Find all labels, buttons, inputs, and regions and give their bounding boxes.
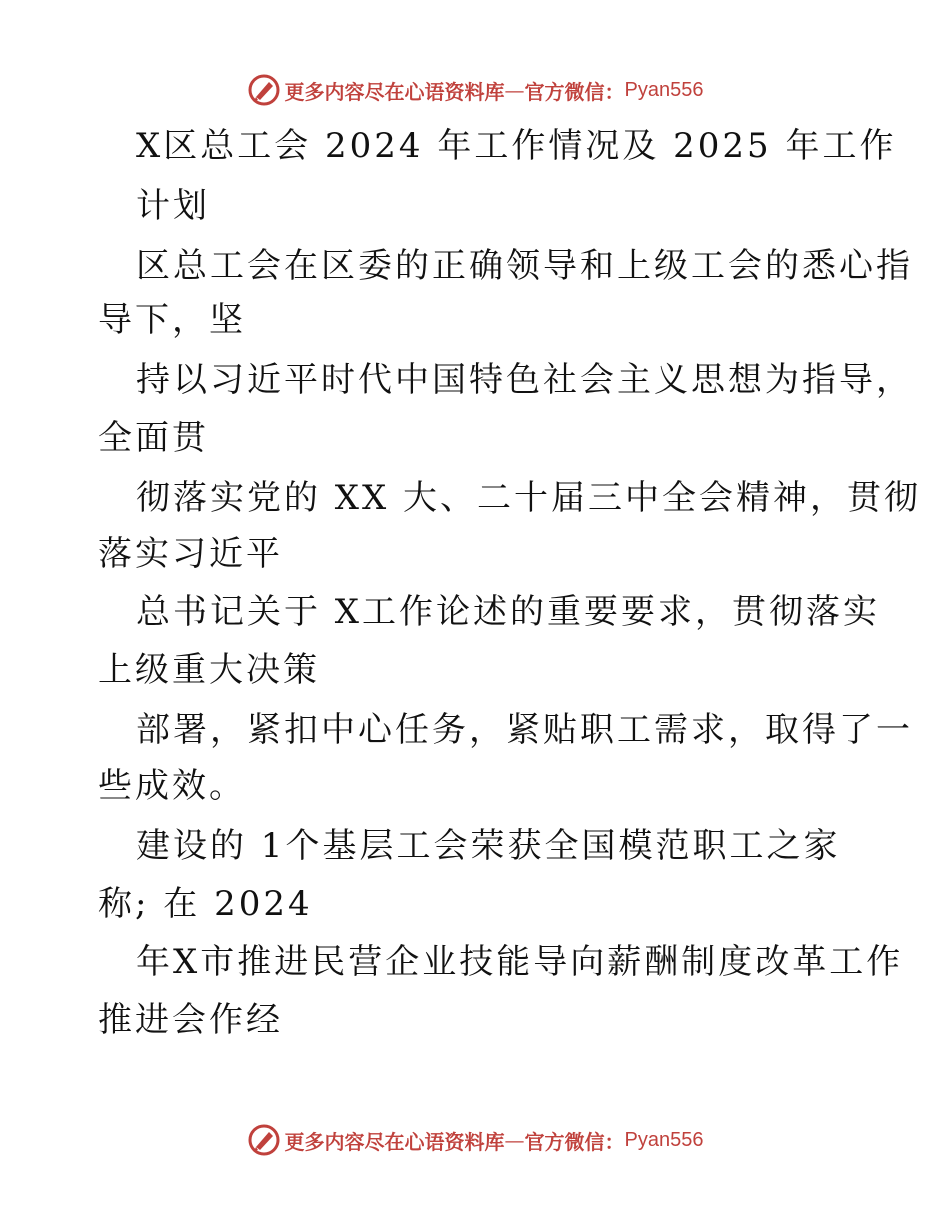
watermark-dash: — bbox=[504, 78, 525, 102]
paragraph-line: 持以习近平时代中国特色社会主义思想为指导， bbox=[136, 360, 913, 400]
watermark-dash: — bbox=[504, 1128, 525, 1152]
watermark-handle: Pyan556 bbox=[624, 78, 704, 101]
paragraph-line: 称; 在 2024 bbox=[98, 884, 313, 924]
watermark-footer bbox=[0, 1120, 950, 1160]
watermark-label: 官方微信： bbox=[524, 1131, 625, 1154]
paragraph-line: 彻落实党的 XX 大、二十届三中全会精神，贯彻 bbox=[136, 478, 922, 518]
watermark-handle: Pyan556 bbox=[624, 1128, 704, 1151]
paragraph-line: 导下，坚 bbox=[98, 300, 246, 340]
pen-seal-icon bbox=[247, 73, 281, 107]
watermark-text: 更多内容尽在心语资料库 bbox=[284, 1131, 505, 1154]
watermark-text: 更多内容尽在心语资料库 bbox=[284, 81, 505, 104]
pen-seal-icon bbox=[247, 1123, 281, 1157]
paragraph-line: 总书记关于 X工作论述的重要要求，贯彻落实 bbox=[136, 592, 881, 632]
watermark-label: 官方微信： bbox=[524, 81, 625, 104]
paragraph-line: 推进会作经 bbox=[98, 1000, 283, 1040]
title-line-2: 计划 bbox=[136, 186, 210, 226]
watermark-header bbox=[0, 70, 950, 110]
paragraph-line: 全面贯 bbox=[98, 418, 209, 458]
paragraph-line: 区总工会在区委的正确领导和上级工会的悉心指 bbox=[136, 246, 913, 286]
paragraph-line: 上级重大决策 bbox=[98, 650, 320, 690]
title-line-1: X区总工会 2024 年工作情况及 2025 年工作 bbox=[136, 126, 897, 166]
paragraph-line: 建设的 1个基层工会荣获全国模范职工之家 bbox=[136, 826, 841, 866]
paragraph-line: 些成效。 bbox=[98, 766, 246, 806]
paragraph-line: 部署，紧扣中心任务，紧贴职工需求，取得了一 bbox=[136, 710, 913, 750]
paragraph-line: 落实习近平 bbox=[98, 534, 283, 574]
paragraph-line: 年X市推进民营企业技能导向薪酬制度改革工作 bbox=[136, 942, 904, 982]
